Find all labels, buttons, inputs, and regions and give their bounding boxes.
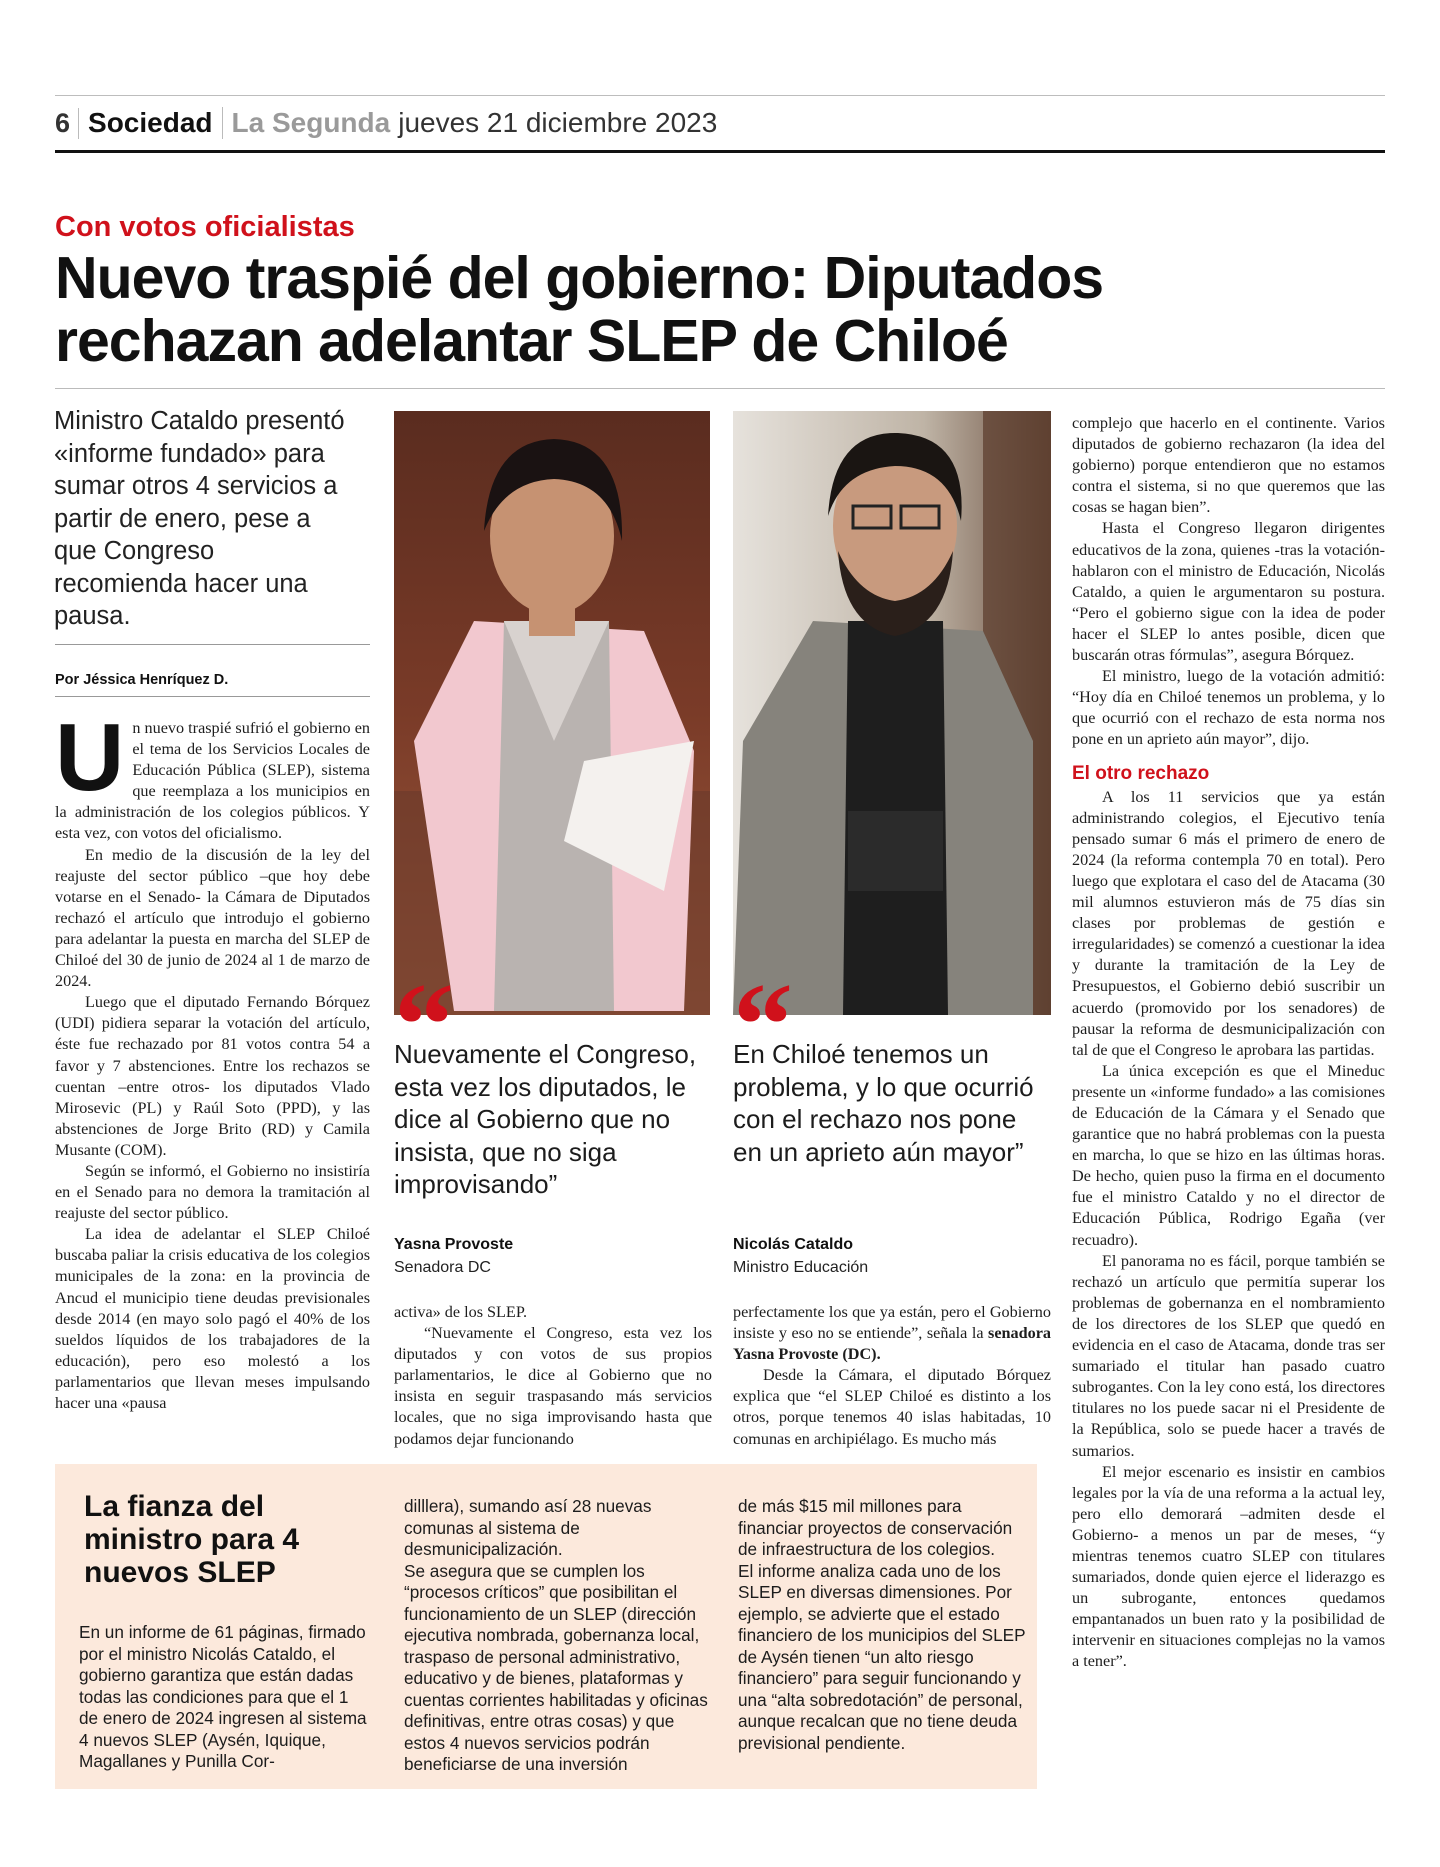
byline-rule [55,696,370,697]
body-paragraph: Luego que el diputado Fernando Bórquez (UDI) pidiera separar la votación del artículo, éste fue rechazado por 81 votos contra 54 a favor y 7 abstenciones. Entre los rechazos se cuentan –entre otros- los diputados Vlado Mirosevic (PL) y Raúl Soto (PPD), y las abstenciones de Jorge Brito (RD) y Camila Musante (COM). [55,993,370,1159]
quote-1-role: Senadora DC [394,1259,491,1276]
quote-1-name: Yasna Provoste [394,1236,514,1253]
body-paragraph: Hasta el Congreso llegaron dirigentes educativos de la zona, quienes -tras la votación- hablaron con el ministro de Educación, Nicolás Cataldo, a quien le argumentaron su postura. “Pero el gobierno sigue con la idea de poder hacer el SLEP lo antes posible, dicen que buscarán otras fórmulas”, asegura Bórquez. [1072,519,1385,665]
issue-date: jueves 21 diciembre 2023 [398,107,718,138]
body-paragraph: El ministro, luego de la votación admitió: “Hoy día en Chiloé tenemos un problema, y lo que ocurrió con el rechazo de esta norma nos pone en un aprieto aún mayor”, dijo. [1072,667,1385,749]
body-column-2 [394,1302,712,1450]
subhead-otro-rechazo: El otro rechazo [1072,762,1210,784]
headline: Nuevo traspié del gobierno: Diputados rechazan adelantar SLEP de Chiloé [55,245,1104,374]
body-paragraph: activa» de los SLEP. [394,1303,528,1321]
body-paragraph: Según se informó, el Gobierno no insistiría en el Senado para no demora la tramitación al reajuste del sector público. [55,1161,370,1223]
body-column-1 [55,704,370,1414]
box-title: La fianza del ministro para 4 nuevos SLEP [84,1490,300,1589]
body-paragraph: complejo que hacerlo en el continente. Varios diputados de gobierno rechazaron (la idea del gobierno) porque entendieron que no estamos contra el sistema, si no que queremos que las cosas se hagan bien”. [1072,414,1385,517]
quote-mark-1: “ [394,958,454,1091]
pull-quote-2: En Chiloé tenemos un problema, y lo que ocurrió con el rechazo nos pone en un aprieto aún mayor” [733,1039,1034,1167]
body-paragraph: Desde la Cámara, el diputado Bórquez explica que “el SLEP Chiloé es distinto a los otros, porque tenemos 40 islas habitadas, 10 comunas en archipiélago. Es mucho más [733,1366,1051,1448]
quote-mark-2: “ [733,958,793,1091]
lead-paragraph: Ministro Cataldo presentó «informe fundado» para sumar otros 4 servicios a partir de enero, pese a que Congreso recomienda hacer una pausa. [54,407,345,630]
body-paragraph: El panorama no es fácil, porque también se rechazó un artículo que permitía superar los problemas de gobernanza en el nombramiento de los directores de los SLEP que quedó en evidencia en el caso de Atacama, donde tras ser sumariado el titular han pasado cuatro subrogantes. Con la ley cono está, los directores titulares no los puede sacar ni el Presidente de la República, solo se puede hacer a través de sumarios. [1072,1251,1385,1460]
box-paragraph: de más $15 mil millones para financiar proyectos de conservación de infraestructura de los colegios. [738,1496,1013,1559]
body-paragraph: La idea de adelantar el SLEP Chiloé buscaba paliar la crisis educativa de los colegios municipales de la zona: en la provincia de Ancud el municipio tiene deudas previsionales desde 2014 (en mayo solo pagó el 40% de los sueldos líquidos de los trabajadores de la educación), pero eso molestó a los parlamentarios que llevan meses impulsando hacer una «pausa [55,1225,370,1412]
body-column-3 [733,1302,1051,1450]
publication-name: La Segunda [231,107,391,138]
body-paragraph: perfectamente los que ya están, pero el Gobierno insiste y eso no se entiende”, señala la senadora Yasna Provoste (DC). [733,1303,1051,1364]
box-column-2 [404,1496,716,1776]
body-paragraph: Un nuevo traspié sufrió el gobierno en el tema de los Servicios Locales de Educación Pública (SLEP), sistema que reemplaza a los municipios en la administración de los colegios públicos. Y esta vez, con votos del oficialismo. [55,704,370,843]
drop-cap: U [55,704,125,811]
box-paragraph: dilllera), sumando así 28 nuevas comunas al sistema de desmunicipalización. [404,1496,652,1559]
header-rule [55,150,1385,153]
box-paragraph: Se asegura que se cumplen los “procesos críticos” que posibilitan el funcionamiento de un SLEP (dirección ejecutiva nombrada, gobernanza local, traspaso de personal administrativo, educativo y de bienes, plataformas y cuentas corrientes habilitadas y oficinas definitivas, entre otras cosas) y que estos 4 nuevos servicios podrán beneficiarse de una inversión [404,1560,708,1774]
box-column-3 [738,1496,1028,1754]
photo-nicolas-cataldo [733,411,1051,1015]
body-paragraph: El mejor escenario es insistir en cambios legales por la vía de una reforma a la actual ley, pero ello demorará –admiten desde el Gobierno- a menos un par de meses, “y mientras tenemos cuatro SLEP con titulares sumariados, donde quien ejerce el liderazgo es un subrogante, entonces quedamos empantanados un buen rato y la posibilidad de intervenir en situaciones complejas no la vamos a tener”. [1072,1462,1385,1671]
section-name[interactable]: Sociedad [79,107,222,139]
lead-rule [55,644,370,645]
body-paragraph: En medio de la discusión de la ley del reajuste del sector público –que hoy debe votarse en el Senado- la Cámara de Diputados rechazó el artículo que introdujo el gobierno para adelantar la puesta en marcha del SLEP de Chiloé del 30 de junio de 2024 al 1 de marzo de 2024. [55,845,370,991]
portrait-man-image [733,411,1051,1015]
body-paragraph: “Nuevamente el Congreso, esta vez los diputados y con votos de sus propios parlamentarios, le dice al Gobierno que no insista en seguir traspasando más servicios locales, que no siga improvisando hasta que podamos dejar funcionando [394,1324,712,1448]
top-rule [55,95,1385,96]
box-column-1 [79,1622,367,1773]
quote-2-name: Nicolás Cataldo [733,1236,854,1253]
body-paragraph: La única excepción es que el Mineduc presente un «informe fundado» a las comisiones de Educación de la Cámara y el Senado que garantice que no habrá problemas con la puesta en marcha, lo que se hizo en las últimas horas. De hecho, quien puso la firma en el documento fue el ministro Cataldo y no el director de Educación Pública, Rodrigo Egaña (ver recuadro). [1072,1061,1385,1249]
headline-rule [55,388,1385,389]
kicker: Con votos oficialistas [55,211,355,243]
page-number: 6 [55,108,79,139]
box-paragraph: En un informe de 61 páginas, firmado por el ministro Nicolás Cataldo, el gobierno garantiza que están dadas todas las condiciones para que el 1 de enero de 2024 ingresen al sistema 4 nuevos SLEP (Aysén, Iquique, Magallanes y Punilla Cor- [79,1622,367,1771]
body-paragraph: A los 11 servicios que ya están administrando colegios, el Ejecutivo tenía pensado sumar 6 más el primero de enero de 2024 (la reforma contempla 70 en total). Pero luego que explotara el caso del de Atacama (30 mil alumnos estuvieron más de 75 días sin clases por problemas de gestión e irregularidades) se comenzó a cuestionar la idea y durante la tramitación de la Ley de Presupuestos, el Gobierno debió suscribir un acuerdo (promovido por los senadores) de pausar la reforma de desmunicipalización con tal de que el Congreso le aprobara las partidas. [1072,787,1385,1059]
pull-quote-1: Nuevamente el Congreso, esta vez los diputados, le dice al Gobierno que no insista, que no siga improvisando” [394,1039,697,1199]
byline: Por Jéssica Henríquez D. [55,672,229,688]
portrait-woman-image [394,411,710,1015]
bold-attribution: senadora Yasna Provoste (DC). [733,1324,1051,1364]
quote-2-role: Ministro Educación [733,1259,869,1276]
box-paragraph: El informe analiza cada uno de los SLEP en diversas dimensiones. Por ejemplo, se advierte que el estado financiero de los municipios del SLEP de Aysén tienen “un alto riesgo financiero” para seguir funcionando y una “alta sobredotación” de personal, aunque recalcan que no tiene deuda previsional pendiente. [738,1560,1026,1753]
photo-yasna-provoste [394,411,710,1015]
body-column-4 [1072,413,1385,1673]
page-header [55,100,717,146]
